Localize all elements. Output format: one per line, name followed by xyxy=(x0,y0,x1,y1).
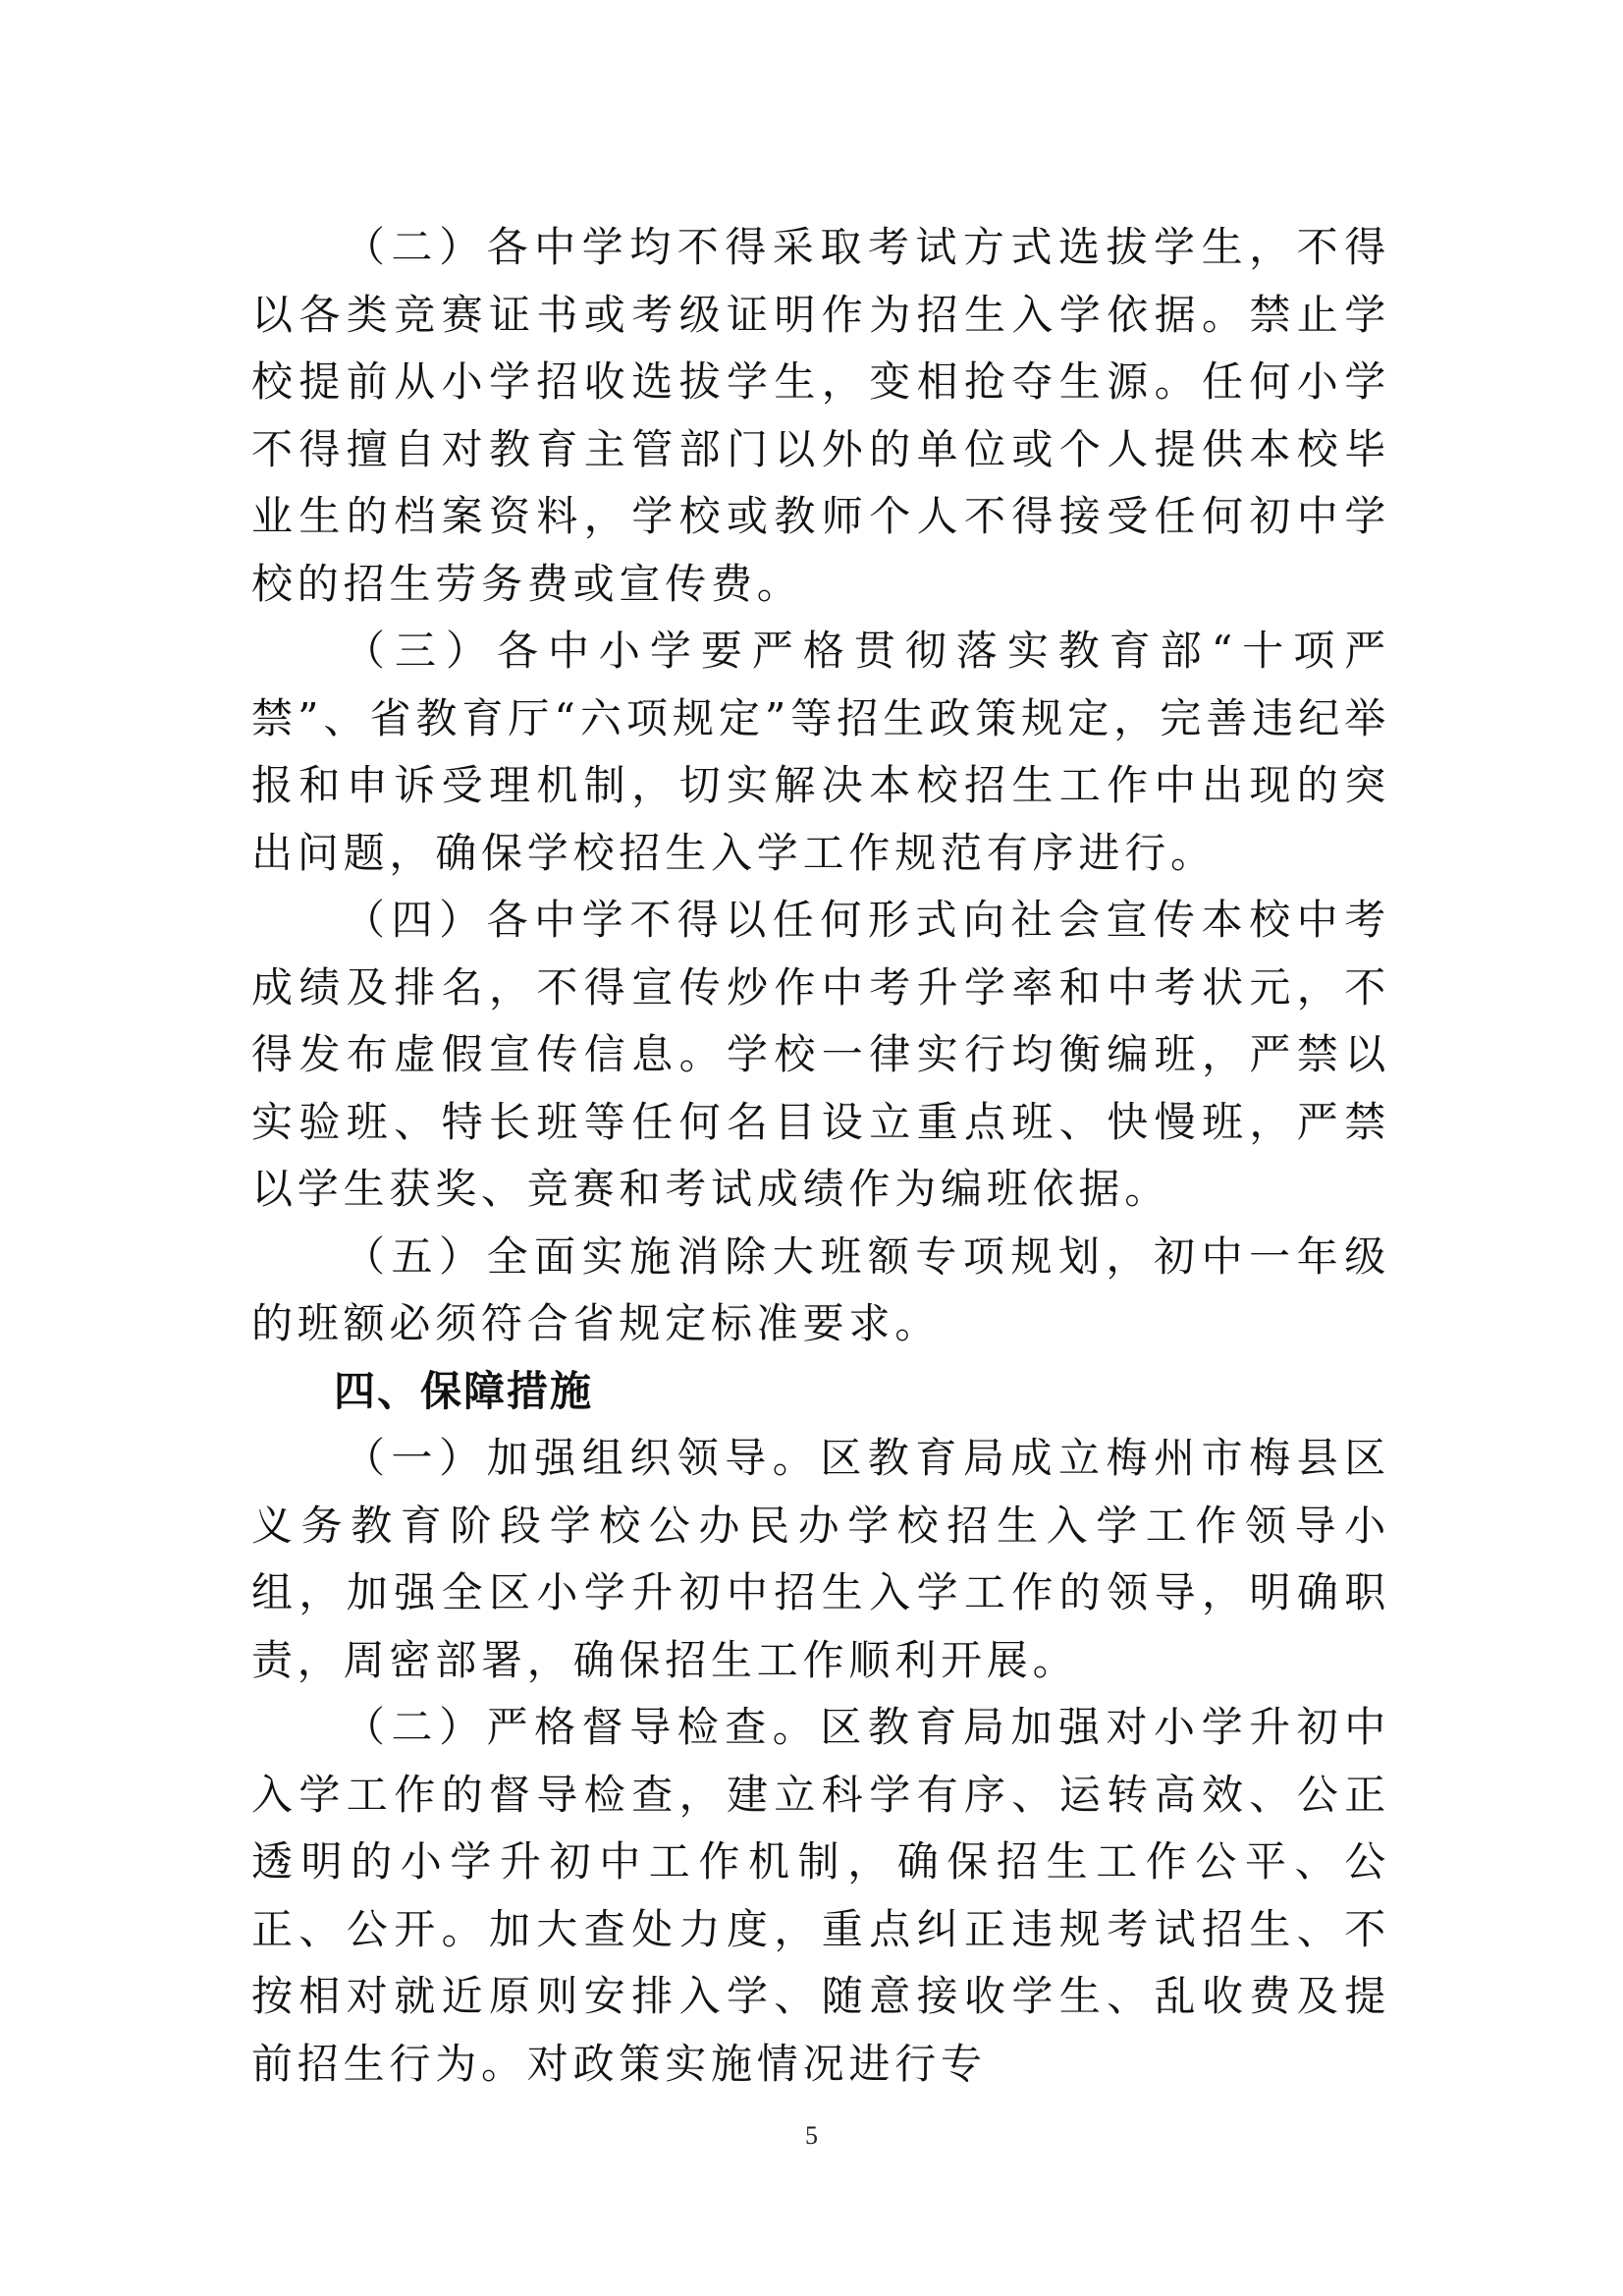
paragraph-supervision-inspection: （二）严格督导检查。区教育局加强对小学升初中入学工作的督导检查，建立科学有序、运转高效、公正透明的小学升初中工作机制，确保招生工作公平、公正、公开。加大查处力度，重点纠正违规考试招生、不按相对就近原则安排入学、随意接收学生、乱收费及提前招生行为。对政策实施情况进行专 xyxy=(251,1703,1390,2088)
paragraph-item-5-class-size: （五）全面实施消除大班额专项规划，初中一年级的班额必须符合省规定标准要求。 xyxy=(251,1231,1390,1347)
page-number: 5 xyxy=(805,2121,818,2150)
paragraph-item-4-no-ranking-promotion: （四）各中学不得以任何形式向社会宣传本校中考成绩及排名，不得宣传炒作中考升学率和中考状元，不得发布虚假宣传信息。学校一律实行均衡编班，严禁以实验班、特长班等任何名目设立重点班、快慢班，严禁以学生获奖、竞赛和考试成绩作为编班依据。 xyxy=(251,896,1390,1213)
document-body xyxy=(251,214,1390,2098)
paragraph-item-3-enrollment-policy: （三）各中小学要严格贯彻落实教育部“十项严禁”、省教育厅“六项规定”等招生政策规定，完善违纪举报和申诉受理机制，切实解决本校招生工作中出现的突出问题，确保学校招生入学工作规范有序进行。 xyxy=(251,627,1390,877)
section-heading-safeguards: 四、保障措施 xyxy=(334,1366,594,1415)
paragraph-organization-leadership: （一）加强组织领导。区教育局成立梅州市梅县区义务教育阶段学校公办民办学校招生入学工作领导小组，加强全区小学升初中招生入学工作的领导，明确职责，周密部署，确保招生工作顺利开展。 xyxy=(251,1434,1390,1684)
paragraph-item-2-no-exam-selection: （二）各中学均不得采取考试方式选拔学生，不得以各类竞赛证书或考级证明作为招生入学依据。禁止学校提前从小学招收选拔学生，变相抢夺生源。任何小学不得擅自对教育主管部门以外的单位或个人提供本校毕业生的档案资料，学校或教师个人不得接受任何初中学校的招生劳务费或宣传费。 xyxy=(251,223,1390,608)
